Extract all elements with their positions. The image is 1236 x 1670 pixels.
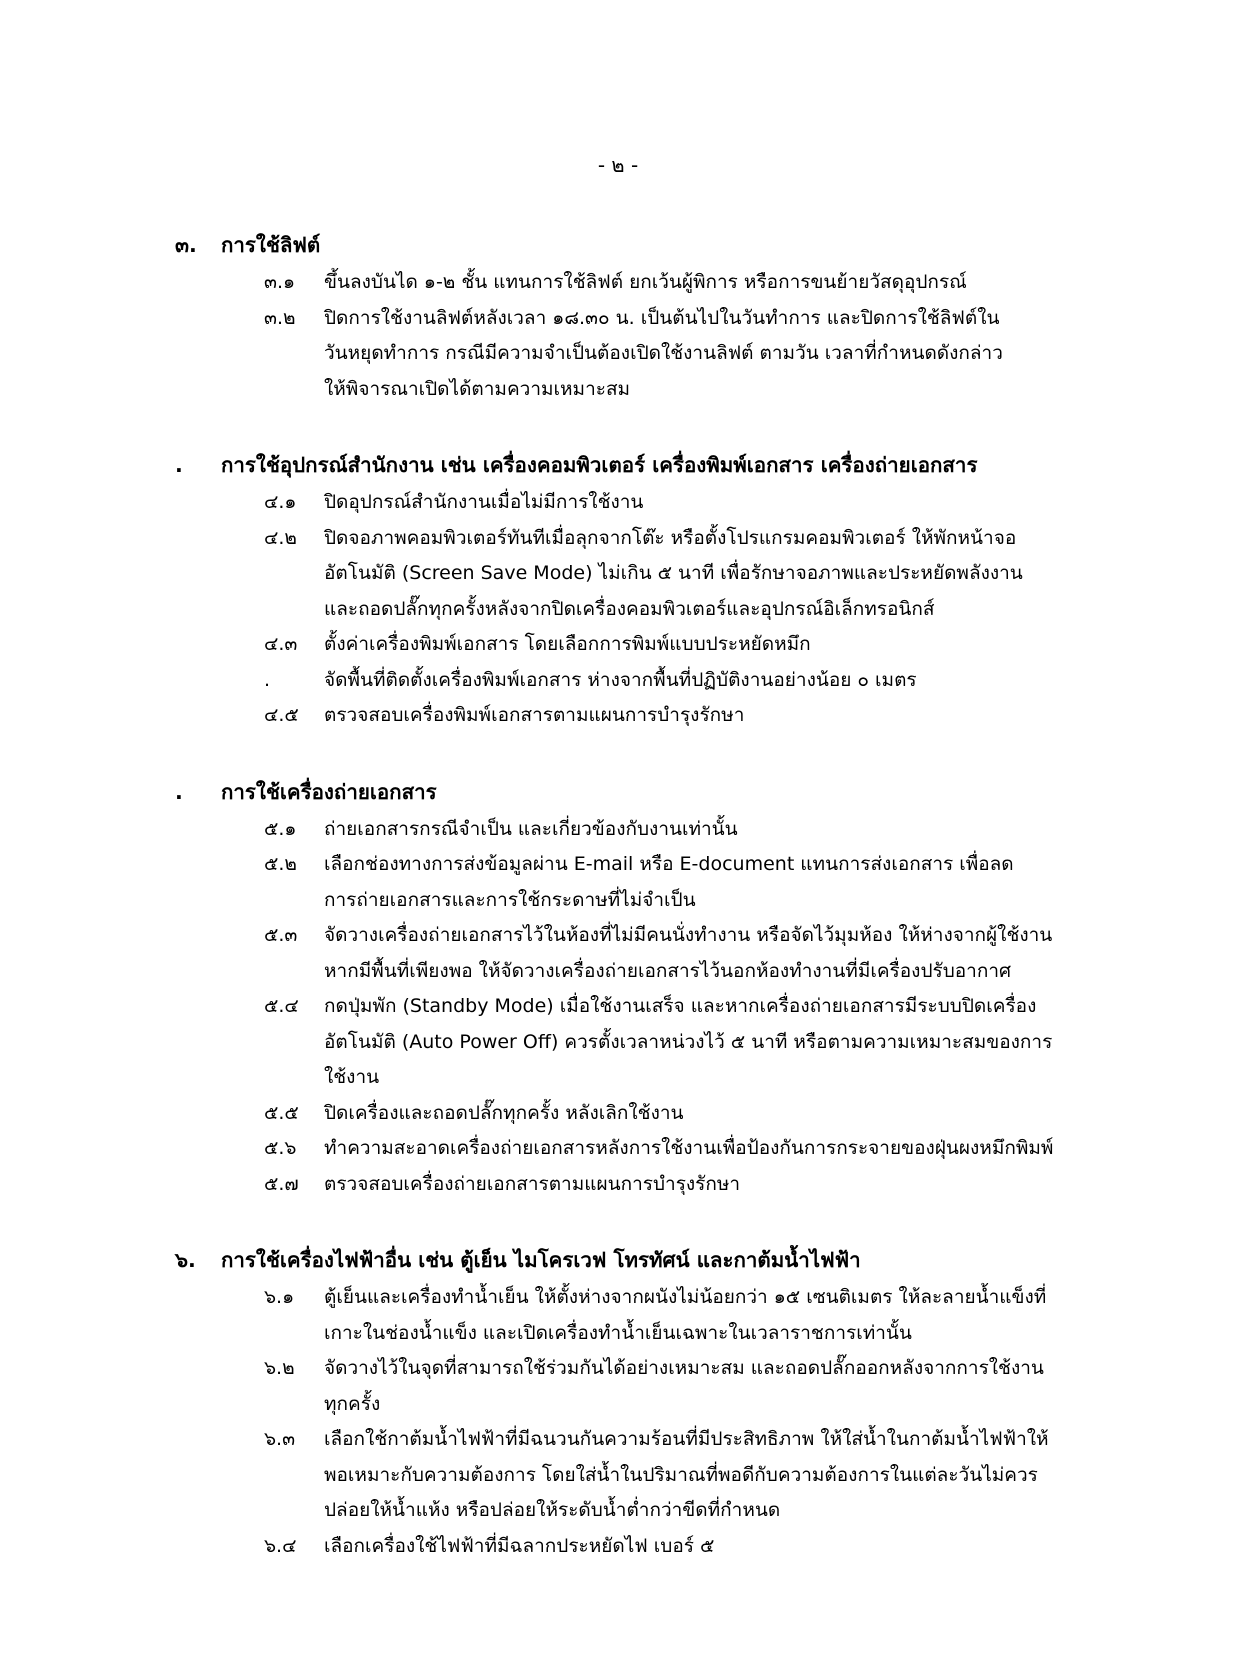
item-number: ๓.๒: [264, 306, 296, 329]
list-item: [0, 627, 1236, 663]
item-text-line: จัดพื้นที่ติดตั้งเครื่องพิมพ์เอกสาร ห่างจากพื้นที่ปฏิบัติงานอย่างน้อย ๐ เมตร: [324, 668, 917, 691]
item-text-line: เกาะในช่องน้ำแข็ง และเปิดเครื่องทำน้ำเย็นเฉพาะในเวลาราชการเท่านั้น: [324, 1321, 912, 1344]
item-text: [324, 918, 1130, 989]
document-body: [0, 225, 1236, 1602]
item-number: ๔.๑: [264, 491, 297, 513]
item-text-line: ตู้เย็นและเครื่องทำน้ำเย็น ให้ตั้งห่างจากผนังไม่น้อยกว่า ๑๕ เซนติเมตร ให้ละลายน้ำแข็งที่: [324, 1286, 1047, 1308]
item-number: ๕.๒: [264, 853, 297, 875]
item-text-line: ใช้งาน: [324, 1066, 380, 1088]
item-text-line: ปิดจอภาพคอมพิวเตอร์ทันทีเมื่อลุกจากโต๊ะ หรือตั้งโปรแกรมคอมพิวเตอร์ ให้พักหน้าจอ: [324, 526, 1017, 549]
item-text-line: ขึ้นลงบันได ๑-๒ ชั้น แทนการใช้ลิฟต์ ยกเว้นผู้พิการ หรือการขนย้ายวัสดุอุปกรณ์: [324, 271, 967, 293]
item-text-line: ตรวจสอบเครื่องถ่ายเอกสารตามแผนการบำรุงรักษา: [324, 1172, 741, 1195]
item-number: ๖.๒: [264, 1357, 295, 1379]
item-number: ๕.๔: [264, 995, 299, 1017]
list-item: [0, 1131, 1236, 1167]
list-item: [0, 663, 1236, 699]
item-text-line: ทำความสะอาดเครื่องถ่ายเอกสารหลังการใช้งานเพื่อป้องกันการกระจายของฝุ่นผงหมึกพิมพ์: [324, 1137, 1054, 1159]
item-text: [324, 1096, 1130, 1132]
item-number: ๕.๓: [264, 924, 298, 946]
list-item: [0, 989, 1236, 1096]
section-heading: [0, 445, 1236, 485]
item-text-line: หากมีพื้นที่เพียงพอ ให้จัดวางเครื่องถ่ายเอกสารไว้นอกห้องทำงานที่มีเครื่องปรับอากาศ: [324, 959, 1012, 982]
section-number: .: [175, 779, 183, 804]
list-item: [0, 1351, 1236, 1422]
item-text-line: อัตโนมัติ (Screen Save Mode) ไม่เกิน ๕ นาที เพื่อรักษาจอภาพและประหยัดพลังงาน: [324, 562, 1023, 584]
item-text: [324, 1422, 1130, 1529]
section-title: การใช้เครื่องถ่ายเอกสาร: [221, 779, 437, 804]
item-text: [324, 663, 1130, 699]
item-text: [324, 847, 1130, 918]
item-text-line: จัดวางเครื่องถ่ายเอกสารไว้ในห้องที่ไม่มีคนนั่งทำงาน หรือจัดไว้มุมห้อง ให้ห่างจากผู้ใช้งาน: [324, 924, 1053, 946]
item-number: ๕.๖: [264, 1137, 297, 1159]
item-text-line: เลือกใช้กาต้มน้ำไฟฟ้าที่มีฉนวนกันความร้อนที่มีประสิทธิภาพ ให้ใส่น้ำในกาต้มน้ำไฟฟ้าให้: [324, 1428, 1049, 1450]
section: [0, 225, 1236, 407]
item-text-line: วันหยุดทำการ กรณีมีความจำเป็นต้องเปิดใช้งานลิฟต์ ตามวัน เวลาที่กำหนดดังกล่าว: [324, 342, 1003, 364]
list-item: [0, 1529, 1236, 1565]
item-number: ๖.๔: [264, 1534, 297, 1557]
item-text-line: พอเหมาะกับความต้องการ โดยใส่น้ำในปริมาณที่พอดีกับความต้องการในแต่ละวันไม่ควร: [324, 1463, 1038, 1486]
item-text-line: ถ่ายเอกสารกรณีจำเป็น และเกี่ยวข้องกับงานเท่านั้น: [324, 817, 738, 840]
item-text: [324, 485, 1130, 521]
item-number: ๕.๕: [264, 1101, 299, 1124]
list-item: [0, 1167, 1236, 1203]
section-title: การใช้ลิฟต์: [221, 233, 321, 257]
section: [0, 445, 1236, 734]
item-text-line: เลือกเครื่องใช้ไฟฟ้าที่มีฉลากประหยัดไฟ เบอร์ ๕: [324, 1534, 715, 1557]
item-number: ๓.๑: [264, 271, 296, 293]
item-text: [324, 1529, 1130, 1565]
list-item: [0, 847, 1236, 918]
list-item: [0, 485, 1236, 521]
list-item: [0, 1096, 1236, 1132]
item-text-line: ตรวจสอบเครื่องพิมพ์เอกสารตามแผนการบำรุงรักษา: [324, 704, 745, 726]
list-item: [0, 301, 1236, 408]
item-number: ๔.๓: [264, 633, 298, 655]
item-text-line: ตั้งค่าเครื่องพิมพ์เอกสาร โดยเลือกการพิมพ์แบบประหยัดหมึก: [324, 633, 811, 655]
item-text-line: เลือกช่องทางการส่งข้อมูลผ่าน E-mail หรือ E-document แทนการส่งเอกสาร เพื่อลด: [324, 853, 1014, 875]
item-text: [324, 265, 1130, 301]
item-text: [324, 812, 1130, 848]
section-number: ๖.: [175, 1248, 196, 1272]
item-number: ๔.๕: [264, 704, 299, 726]
item-text-line: ปิดการใช้งานลิฟต์หลังเวลา ๑๘.๓๐ น. เป็นต้นไปในวันทำการ และปิดการใช้ลิฟต์ใน: [324, 306, 1000, 329]
item-text: [324, 698, 1130, 734]
section-title: การใช้อุปกรณ์สำนักงาน เช่น เครื่องคอมพิวเตอร์ เครื่องพิมพ์เอกสาร เครื่องถ่ายเอกสาร: [221, 453, 978, 477]
section: [0, 1240, 1236, 1564]
item-text: [324, 301, 1130, 408]
item-text-line: อัตโนมัติ (Auto Power Off) ควรตั้งเวลาหน่วงไว้ ๕ นาที หรือตามความเหมาะสมของการ: [324, 1030, 1053, 1053]
list-item: [0, 918, 1236, 989]
item-text-line: จัดวางไว้ในจุดที่สามารถใช้ร่วมกันได้อย่างเหมาะสม และถอดปลั๊กออกหลังจากการใช้งาน: [324, 1357, 1044, 1379]
item-text: [324, 1167, 1130, 1203]
section-heading: [0, 1240, 1236, 1280]
item-number: ๔.๒: [264, 526, 297, 549]
list-item: [0, 1280, 1236, 1351]
item-text-line: กดปุ่มพัก (Standby Mode) เมื่อใช้งานเสร็จ และหากเครื่องถ่ายเอกสารมีระบบปิดเครื่อง: [324, 995, 1037, 1017]
item-text: [324, 1351, 1130, 1422]
section-title: การใช้เครื่องไฟฟ้าอื่น เช่น ตู้เย็น ไมโครเวฟ โทรทัศน์ และกาต้มน้ำไฟฟ้า: [221, 1248, 861, 1272]
section: [0, 772, 1236, 1203]
item-number: ๕.๑: [264, 817, 297, 840]
section-number: .: [175, 453, 183, 477]
item-text: [324, 1280, 1130, 1351]
item-text-line: และถอดปลั๊กทุกครั้งหลังจากปิดเครื่องคอมพิวเตอร์และอุปกรณ์อิเล็กทรอนิกส์: [324, 597, 935, 620]
list-item: [0, 812, 1236, 848]
page-number: - ๒ -: [597, 153, 639, 177]
item-number: ๕.๗: [264, 1172, 299, 1195]
section-heading: [0, 225, 1236, 265]
list-item: [0, 521, 1236, 628]
item-text-line: ให้พิจารณาเปิดได้ตามความเหมาะสม: [324, 377, 631, 400]
item-text-line: การถ่ายเอกสารและการใช้กระดาษที่ไม่จำเป็น: [324, 888, 696, 911]
list-item: [0, 265, 1236, 301]
item-text-line: ทุกครั้ง: [324, 1392, 381, 1415]
item-text-line: ปิดอุปกรณ์สำนักงานเมื่อไม่มีการใช้งาน: [324, 491, 644, 513]
item-text-line: ปล่อยให้น้ำแห้ง หรือปล่อยให้ระดับน้ำต่ำกว่าขีดที่กำหนด: [324, 1499, 781, 1521]
list-item: [0, 1422, 1236, 1529]
item-text-line: ปิดเครื่องและถอดปลั๊กทุกครั้ง หลังเลิกใช้งาน: [324, 1101, 684, 1124]
item-text: [324, 1131, 1130, 1167]
item-text: [324, 521, 1130, 628]
section-number: ๓.: [175, 233, 197, 257]
item-text: [324, 627, 1130, 663]
item-number: ๖.๑: [264, 1286, 295, 1308]
item-number: ๖.๓: [264, 1428, 296, 1450]
item-text: [324, 989, 1130, 1096]
section-heading: [0, 772, 1236, 812]
list-item: [0, 698, 1236, 734]
item-number: .: [264, 668, 271, 691]
